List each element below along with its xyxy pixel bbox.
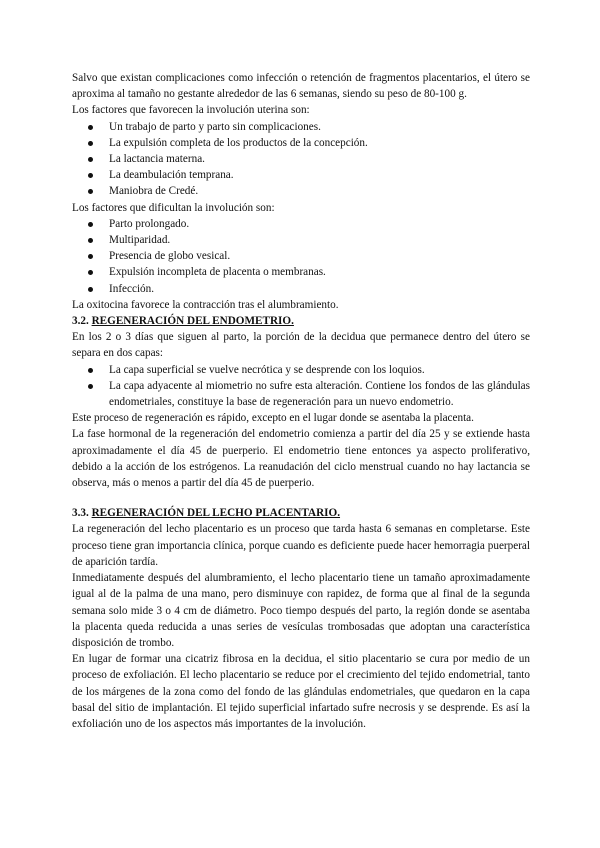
list-item: Presencia de globo vesical. bbox=[72, 248, 530, 264]
section-3-2-paragraph: La fase hormonal de la regeneración del endometrio comienza a partir del día 25 y se extiende hasta aproximadamente el día 45 de puerperio. El endometrio tiene entonces ya aspecto proliferativo, debido a la acción de los estrógenos. La reanudación del ciclo menstrual cuando no hay lactancia se observa, más o menos a partir del día 45 de puerperio. bbox=[72, 428, 530, 490]
list-item: Expulsión incompleta de placenta o membranas. bbox=[72, 264, 530, 280]
list-item: La capa superficial se vuelve necrótica y se desprende con los loquios. bbox=[72, 362, 530, 378]
list-item: La expulsión completa de los productos de la concepción. bbox=[72, 135, 530, 151]
section-number: 3.2. bbox=[72, 315, 89, 328]
list-item: Parto prolongado. bbox=[72, 216, 530, 232]
section-title: REGENERACIÓN DEL LECHO PLACENTARIO. bbox=[91, 507, 341, 520]
hinder-factors-list bbox=[72, 216, 530, 297]
list-item: La lactancia materna. bbox=[72, 151, 530, 167]
decidua-layers-list bbox=[72, 362, 530, 411]
list-item: Maniobra de Credé. bbox=[72, 183, 530, 199]
list-item: Multiparidad. bbox=[72, 232, 530, 248]
intro-paragraph: Salvo que existan complicaciones como infección o retención de fragmentos placentarios, el útero se aproxima al tamaño no gestante alrededor de las 6 semanas, siendo su peso de 80-100 g. bbox=[72, 72, 530, 101]
spacer bbox=[72, 491, 530, 505]
favor-factors-list bbox=[72, 119, 530, 200]
list-item: Un trabajo de parto y parto sin complicaciones. bbox=[72, 119, 530, 135]
list-item: La capa adyacente al miometrio no sufre esta alteración. Contiene los fondos de las glándulas endometriales, constituye la base de regeneración para un nuevo endometrio. bbox=[72, 378, 530, 410]
section-3-3-paragraph: Inmediatamente después del alumbramiento, el lecho placentario tiene un tamaño aproximadamente igual al de la palma de una mano, pero disminuye con rapidez, de forma que al final de la segunda semana solo mide 3 o 4 cm de diámetro. Poco tiempo después del parto, la región donde se asentaba la placenta queda reducida a unas series de vesículas trombosadas que adoptan una característica disposición de trombo. bbox=[72, 572, 530, 649]
list-item: La deambulación temprana. bbox=[72, 167, 530, 183]
section-3-3-paragraph: La regeneración del lecho placentario es un proceso que tarda hasta 6 semanas en completarse. Este proceso tiene gran importancia clínica, porque cuando es deficiente puede hacer hemorragia puerperal de aparición tardía. bbox=[72, 523, 530, 568]
section-number: 3.3. bbox=[72, 507, 89, 520]
oxytocin-line: La oxitocina favorece la contracción tras el alumbramiento. bbox=[72, 298, 339, 311]
section-heading-3-3 bbox=[72, 505, 530, 521]
section-3-2-paragraph: Este proceso de regeneración es rápido, excepto en el lugar donde se asentaba la placenta. bbox=[72, 412, 474, 425]
favor-factors-intro: Los factores que favorecen la involución uterina son: bbox=[72, 104, 310, 117]
hinder-factors-intro: Los factores que dificultan la involución son: bbox=[72, 201, 275, 214]
section-3-2-intro: En los 2 o 3 días que siguen al parto, la porción de la decidua que permanece dentro del útero se separa en dos capas: bbox=[72, 331, 530, 360]
list-item: Infección. bbox=[72, 281, 530, 297]
section-heading-3-2 bbox=[72, 313, 530, 329]
section-title: REGENERACIÓN DEL ENDOMETRIO. bbox=[91, 315, 294, 328]
section-3-3-paragraph: En lugar de formar una cicatriz fibrosa en la decidua, el sitio placentario se cura por medio de un proceso de exfoliación. El lecho placentario se reduce por el crecimiento del tejido endometrial, tanto de los márgenes de la zona como del fondo de las glándulas endometriales, que quedaron en la capa basal del sitio de implantación. El tejido superficial infartado sufre necrosis y se desprende. Es así la exfoliación uno de los aspectos más importantes de la involución. bbox=[72, 653, 530, 730]
